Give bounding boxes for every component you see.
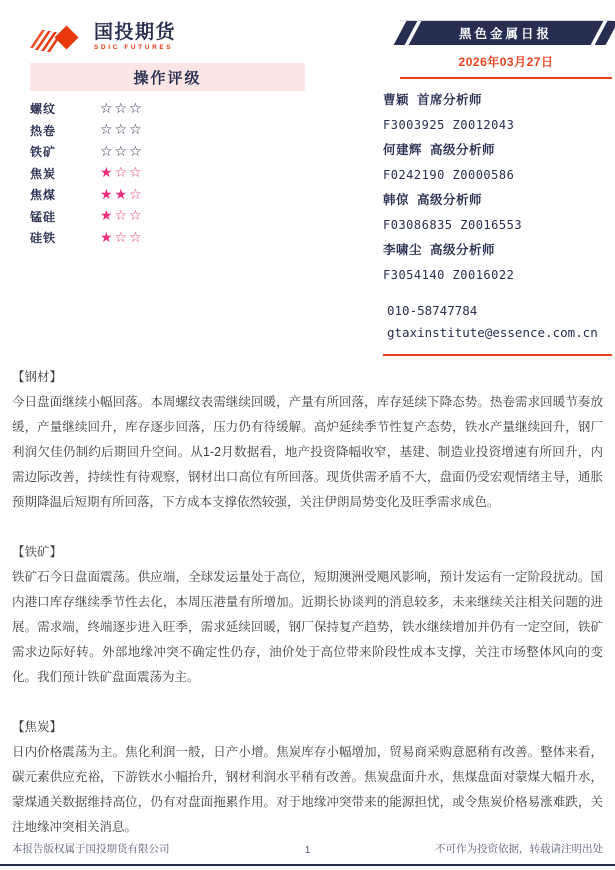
date-divider — [400, 53, 612, 79]
rating-stars: ★☆☆ — [100, 208, 144, 225]
rating-stars: ★☆☆ — [100, 165, 144, 182]
section-iron-ore — [12, 540, 603, 690]
rating-label: 焦煤 — [30, 188, 57, 203]
rating-stars: ☆☆☆ — [100, 122, 144, 139]
disclaimer-text: 不可作为投资依据，转载请注明出处 — [435, 843, 603, 855]
brand-name-cn: 国投期货 — [94, 22, 177, 43]
analyst-ids: F03086835 Z0016553 — [383, 218, 523, 232]
rating-row — [30, 206, 305, 228]
rating-stars: ☆☆☆ — [100, 143, 144, 160]
rating-row — [30, 141, 305, 163]
analyst-ids: F3054140 Z0016022 — [383, 268, 515, 282]
rating-stars: ☆☆☆ — [100, 100, 144, 117]
section-heading: 【焦炭】 — [12, 720, 63, 734]
section-text: 今日盘面继续小幅回落。本周螺纹表需继续回暖，产量有所回落，库存延续下降态势。热卷需求回暖节奏放缓，产量继续回升，库存逐步回落，压力仍有待缓解。高炉延续季节性复产态势，铁水产量继续回升，钢厂利润欠佳仍制约后期回升空间。从1-2月数据看，地产投资降幅收窄，基建、制造业投资增速有所回升，内需边际改善，持续性有待观察，钢材出口高位有所回落。现货供需矛盾不大，盘面仍受宏观情绪主导，通胀预期降温后短期有所回落，下方成本支撑依然较强，关注伊朗局势变化及旺季需求成色。 — [12, 395, 603, 509]
section-text: 铁矿石今日盘面震荡。供应端，全球发运量处于高位，短期澳洲受飓风影响，预计发运有一定阶段扰动。国内港口库存继续季节性去化，本周压港量有所增加。近期长协谈判的消息较多，未来继续关注相关问题的进展。需求端，终端逐步进入旺季，需求延续回暖，钢厂保持复产趋势，铁水继续增加并仍有一定空间，铁矿需求边际好转。外部地缘冲突不确定性仍存，油价处于高位带来阶段性成本支撑，关注市场整体风向的变化。我们预计铁矿盘面震荡为主。 — [12, 570, 603, 684]
section-text: 日内价格震荡为主。焦化利润一般，日产小增。焦炭库存小幅增加，贸易商采购意愿稍有改善。整体来看，碳元素供应充裕，下游铁水小幅抬升，钢材利润水平稍有改善。焦炭盘面升水，焦煤盘面对蒙煤大幅升水，蒙煤通关数据维持高位，仍有对盘面拖累作用。对于地缘冲突带来的能源担忧，或令焦炭价格易涨难跌，关注地缘冲突相关消息。 — [12, 745, 603, 834]
copyright-text: 本报告版权属于国投期货有限公司 — [12, 843, 170, 855]
report-body — [12, 365, 603, 865]
analyst-ids: F0242190 Z0000586 — [383, 168, 515, 182]
section-heading: 【钢材】 — [12, 370, 63, 384]
rating-label: 锰硅 — [30, 209, 57, 224]
analyst-name: 曹颖 首席分析师 — [383, 93, 483, 107]
ratings-list — [30, 98, 305, 249]
contact-block — [383, 300, 612, 344]
rating-row — [30, 163, 305, 185]
rating-label: 热卷 — [30, 123, 57, 138]
page-number: 1 — [304, 844, 311, 856]
report-date: 2026年03月27日 — [458, 55, 554, 69]
contact-email: gtaxinstitute@essence.com.cn — [387, 325, 598, 340]
analyst-name: 韩倞 高级分析师 — [383, 193, 483, 207]
rating-stars: ★★☆ — [100, 186, 144, 203]
rating-label: 螺纹 — [30, 102, 57, 117]
section-coke — [12, 715, 603, 840]
page-footer — [0, 841, 615, 866]
analysts-panel — [383, 88, 612, 356]
analyst-ids: F3003925 Z0012043 — [383, 118, 515, 132]
section-heading: 【铁矿】 — [12, 545, 63, 559]
company-logo — [30, 18, 176, 56]
rating-label: 硅铁 — [30, 231, 57, 246]
rating-row — [30, 120, 305, 142]
rating-stars: ★☆☆ — [100, 229, 144, 246]
rating-row — [30, 227, 305, 249]
report-title-banner — [400, 20, 612, 45]
report-title: 黑色金属日报 — [459, 27, 553, 41]
rating-label: 铁矿 — [30, 145, 57, 160]
ratings-panel — [30, 63, 305, 249]
analyst-name: 李啸尘 高级分析师 — [383, 243, 496, 257]
analyst-name: 何建辉 高级分析师 — [383, 143, 496, 157]
masthead — [400, 20, 612, 79]
rating-label: 焦炭 — [30, 166, 57, 181]
section-steel — [12, 365, 603, 515]
rating-row — [30, 184, 305, 206]
contact-phone: 010-58747784 — [387, 303, 478, 318]
ratings-title: 操作评级 — [30, 63, 305, 91]
rating-row — [30, 98, 305, 120]
sdic-logo-icon — [30, 18, 88, 56]
brand-name-en: SDIC FUTURES — [94, 44, 174, 51]
